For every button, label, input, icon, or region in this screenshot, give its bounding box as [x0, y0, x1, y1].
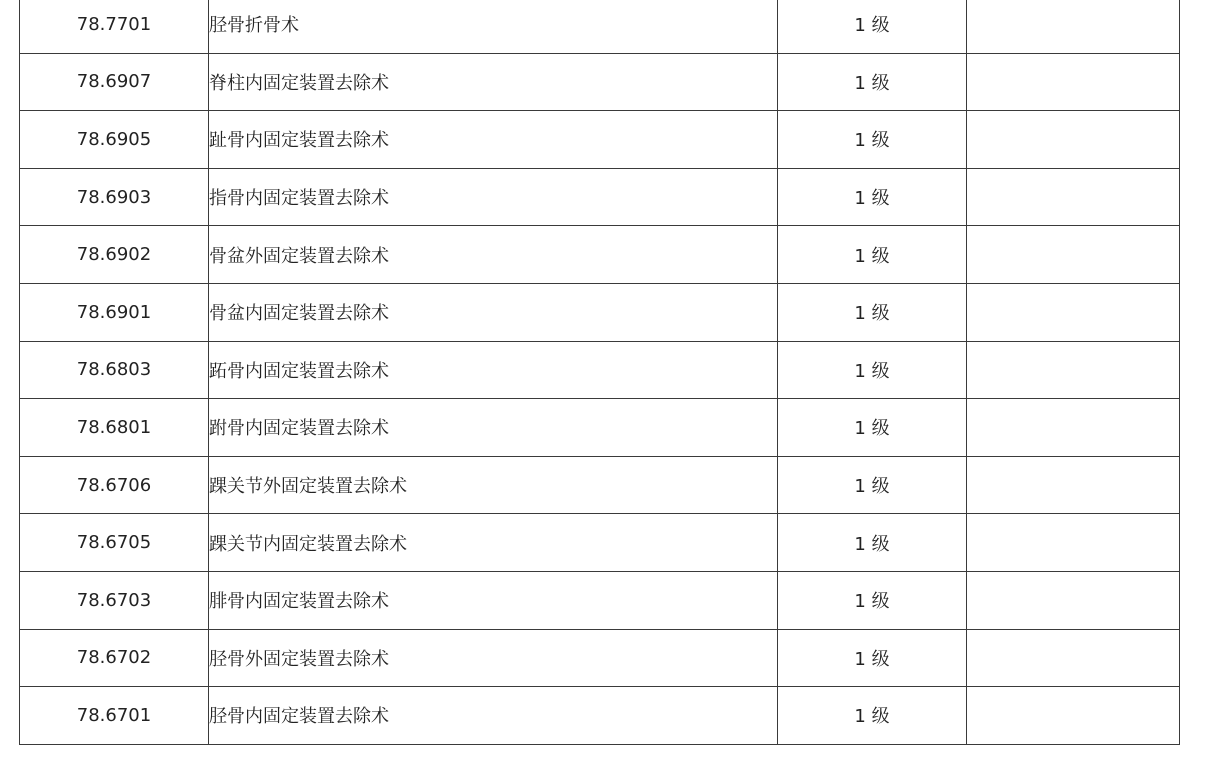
procedure-note [967, 283, 1180, 341]
table-row [20, 514, 1180, 572]
procedure-code: 78.6903 [20, 168, 209, 226]
procedure-level: 1 级 [778, 0, 967, 53]
procedure-name: 指骨内固定装置去除术 [209, 168, 778, 226]
table-row [20, 283, 1180, 341]
procedure-name: 骨盆内固定装置去除术 [209, 283, 778, 341]
procedure-name: 胫骨外固定装置去除术 [209, 629, 778, 687]
procedure-table [19, 0, 1180, 745]
procedure-name: 趾骨内固定装置去除术 [209, 111, 778, 169]
procedure-code: 78.6701 [20, 687, 209, 745]
table-row [20, 168, 1180, 226]
procedure-level: 1 级 [778, 571, 967, 629]
procedure-level: 1 级 [778, 514, 967, 572]
procedure-code: 78.6703 [20, 571, 209, 629]
table-row [20, 53, 1180, 111]
procedure-note [967, 0, 1180, 53]
procedure-note [967, 341, 1180, 399]
procedure-table-body [20, 0, 1180, 744]
procedure-note [967, 514, 1180, 572]
procedure-note [967, 399, 1180, 457]
procedure-code: 78.6705 [20, 514, 209, 572]
table-row [20, 456, 1180, 514]
procedure-code: 78.6706 [20, 456, 209, 514]
procedure-name: 腓骨内固定装置去除术 [209, 571, 778, 629]
procedure-note [967, 571, 1180, 629]
procedure-code: 78.7701 [20, 0, 209, 53]
procedure-level: 1 级 [778, 226, 967, 284]
procedure-level: 1 级 [778, 687, 967, 745]
procedure-code: 78.6801 [20, 399, 209, 457]
procedure-level: 1 级 [778, 53, 967, 111]
procedure-level: 1 级 [778, 111, 967, 169]
table-row [20, 0, 1180, 53]
procedure-level: 1 级 [778, 168, 967, 226]
procedure-note [967, 168, 1180, 226]
procedure-note [967, 53, 1180, 111]
procedure-note [967, 226, 1180, 284]
procedure-name: 骨盆外固定装置去除术 [209, 226, 778, 284]
procedure-name: 踝关节内固定装置去除术 [209, 514, 778, 572]
procedure-level: 1 级 [778, 341, 967, 399]
table-row [20, 111, 1180, 169]
table-row [20, 571, 1180, 629]
table-row [20, 341, 1180, 399]
table-row [20, 399, 1180, 457]
procedure-note [967, 629, 1180, 687]
procedure-code: 78.6902 [20, 226, 209, 284]
procedure-name: 胫骨内固定装置去除术 [209, 687, 778, 745]
table-row [20, 687, 1180, 745]
procedure-note [967, 456, 1180, 514]
procedure-name: 跗骨内固定装置去除术 [209, 399, 778, 457]
procedure-note [967, 687, 1180, 745]
table-row [20, 226, 1180, 284]
procedure-level: 1 级 [778, 283, 967, 341]
procedure-name: 脊柱内固定装置去除术 [209, 53, 778, 111]
procedure-code: 78.6901 [20, 283, 209, 341]
procedure-code: 78.6907 [20, 53, 209, 111]
procedure-name: 胫骨折骨术 [209, 0, 778, 53]
procedure-level: 1 级 [778, 399, 967, 457]
procedure-code: 78.6803 [20, 341, 209, 399]
procedure-name: 踝关节外固定装置去除术 [209, 456, 778, 514]
procedure-code: 78.6905 [20, 111, 209, 169]
table-row [20, 629, 1180, 687]
procedure-code: 78.6702 [20, 629, 209, 687]
procedure-name: 跖骨内固定装置去除术 [209, 341, 778, 399]
procedure-level: 1 级 [778, 629, 967, 687]
procedure-level: 1 级 [778, 456, 967, 514]
procedure-note [967, 111, 1180, 169]
